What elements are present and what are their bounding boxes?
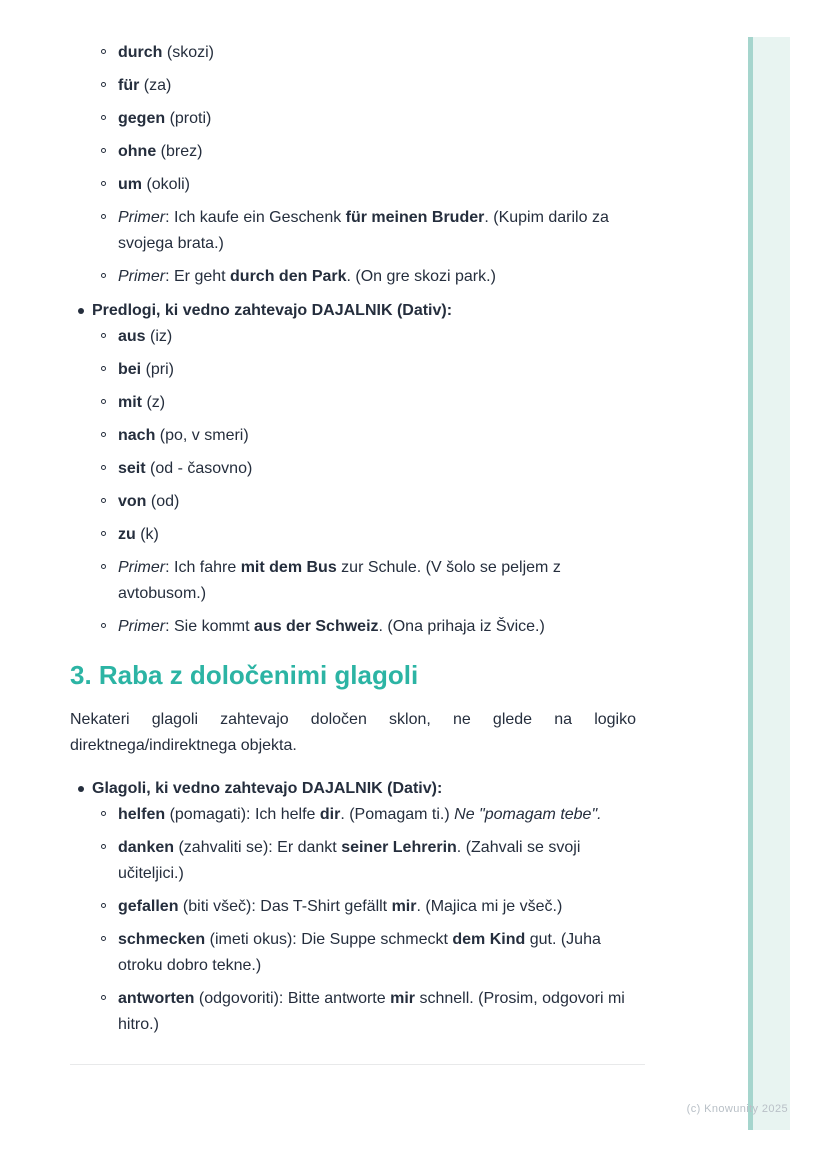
text-run: dem Kind [452,931,526,948]
list-item [70,894,636,920]
text-run: : Er geht [165,268,231,285]
text-run: (po, v smeri) [155,427,249,444]
text-run: (pomagati): Ich helfe [165,806,320,823]
list-item-text [118,143,202,160]
list-item [70,357,636,383]
text-run: (od - časovno) [145,460,253,477]
dativ-preposition-list [70,324,636,640]
text-run: mir [391,898,417,915]
text-run: um [118,176,142,193]
text-run: gegen [118,110,166,127]
text-run: : Ich fahre [165,559,241,576]
text-run: aus [118,328,146,345]
text-run: Primer [118,559,166,576]
text-run: : Sie kommt [165,618,255,635]
circle-bullet-icon [101,366,106,371]
text-run: schnell. (Prosim, odgovori mi hitro.) [118,990,625,1033]
text-run: seit [118,460,146,477]
text-run: für meinen Bruder [345,209,485,226]
text-run: (k) [135,526,159,543]
text-run: . (Majica mi je všeč.) [416,898,563,915]
list-item-text [118,268,496,285]
list-item [70,423,636,449]
text-run: durch [118,44,163,61]
dativ-verbs-header [70,776,636,802]
text-run: Ne "pomagam tebe". [454,806,602,823]
circle-bullet-icon [101,82,106,87]
text-run: (brez) [156,143,203,160]
list-item [70,264,636,290]
paragraph-line: Nekateri glagoli zahtevajo določen sklon, ne glede na logiko [70,711,636,728]
dativ-verbs-header-label: Glagoli, ki vedno zahtevajo DAJALNIK (Dativ): [92,780,443,797]
text-run: . (Ona prihaja iz Švice.) [378,618,545,635]
list-item [70,139,636,165]
section-divider [70,1064,645,1065]
text-run: zu [118,526,136,543]
list-item-text [118,898,562,915]
text-run: (biti všeč): Das T-Shirt gefällt [178,898,392,915]
document-content [70,40,636,1065]
circle-bullet-icon [101,811,106,816]
text-run: schmecken [118,931,206,948]
list-item-text [118,77,171,94]
list-item-text [118,931,601,974]
list-item-text [118,361,174,378]
section-heading: 3. Raba z določenimi glagoli [70,660,419,690]
list-item-text [118,44,214,61]
text-run: nach [118,427,156,444]
list-item [70,205,636,257]
text-run: ohne [118,143,157,160]
list-item-text [118,427,249,444]
text-run: von [118,493,147,510]
text-run: mit [118,394,142,411]
list-item-text [118,110,211,127]
list-item [70,522,636,548]
circle-bullet-icon [101,115,106,120]
circle-bullet-icon [101,399,106,404]
circle-bullet-icon [101,995,106,1000]
text-run: (pri) [141,361,175,378]
text-run: (iz) [145,328,173,345]
text-run: . (Pomagam ti.) [340,806,455,823]
circle-bullet-icon [101,214,106,219]
list-item-text [118,618,545,635]
list-item [70,986,636,1038]
text-run: . (Kupim darilo za svojega brata.) [118,209,609,252]
text-run: gut. (Juha otroku dobro tekne.) [118,931,601,974]
list-item [70,73,636,99]
circle-bullet-icon [101,49,106,54]
text-run: (z) [142,394,166,411]
list-item-text [118,460,252,477]
list-item [70,802,636,828]
text-run: (za) [139,77,172,94]
list-item-text [118,839,580,882]
dativ-prepositions-header [70,298,636,324]
dativ-prepositions-header-label: Predlogi, ki vedno zahtevajo DAJALNIK (Dativ): [92,302,453,319]
dativ-verbs-list [70,802,636,1038]
list-item-text [118,493,179,510]
text-run: (proti) [165,110,212,127]
text-run: (zahvaliti se): Er dankt [174,839,342,856]
page-accent-bar [748,37,790,1130]
text-run: : Ich kaufe ein Geschenk [165,209,346,226]
circle-bullet-icon [101,623,106,628]
list-item-text [118,559,561,602]
text-run: . (Zahvali se svoji učiteljici.) [118,839,581,882]
list-item-text [118,990,625,1033]
text-run: danken [118,839,175,856]
list-item [70,456,636,482]
text-run: (imeti okus): Die Suppe schmeckt [205,931,453,948]
list-item [70,390,636,416]
list-item [70,324,636,350]
circle-bullet-icon [101,903,106,908]
circle-bullet-icon [101,844,106,849]
akkusativ-preposition-list [70,40,636,290]
circle-bullet-icon [101,498,106,503]
text-run: für [118,77,140,94]
circle-bullet-icon [101,531,106,536]
list-item-text [118,806,602,823]
list-item-text [118,176,190,193]
circle-bullet-icon [101,564,106,569]
list-item [70,106,636,132]
text-run: (okoli) [142,176,191,193]
list-item [70,489,636,515]
circle-bullet-icon [101,181,106,186]
circle-bullet-icon [101,148,106,153]
text-run: zur Schule. (V šolo se peljem z avtobusom.) [118,559,561,602]
circle-bullet-icon [101,465,106,470]
list-item [70,172,636,198]
disc-bullet-icon [78,308,84,314]
text-run: mir [390,990,415,1007]
list-item-text [118,328,172,345]
text-run: bei [118,361,142,378]
circle-bullet-icon [101,936,106,941]
text-run: (skozi) [162,44,215,61]
text-run: mit dem Bus [240,559,337,576]
list-item [70,555,636,607]
text-run: (od) [146,493,180,510]
text-run: Primer [118,618,166,635]
circle-bullet-icon [101,333,106,338]
list-item-text [118,209,609,252]
text-run: seiner Lehrerin [341,839,457,856]
text-run: Primer [118,209,166,226]
paragraph-line: direktnega/indirektnega objekta. [70,737,297,754]
list-item [70,835,636,887]
section-paragraph [70,707,636,759]
list-item [70,40,636,66]
disc-bullet-icon [78,786,84,792]
text-run: . (On gre skozi park.) [346,268,496,285]
circle-bullet-icon [101,432,106,437]
list-item [70,927,636,979]
list-item-text [118,394,165,411]
text-run: gefallen [118,898,179,915]
text-run: durch den Park [230,268,347,285]
text-run: helfen [118,806,166,823]
text-run: antworten [118,990,195,1007]
text-run: dir [319,806,341,823]
footer-copyright: (c) Knowunity 2025 [686,1103,788,1115]
circle-bullet-icon [101,273,106,278]
list-item-text [118,526,159,543]
text-run: (odgovoriti): Bitte antworte [194,990,391,1007]
text-run: Primer [118,268,166,285]
text-run: aus der Schweiz [254,618,379,635]
list-item [70,614,636,640]
